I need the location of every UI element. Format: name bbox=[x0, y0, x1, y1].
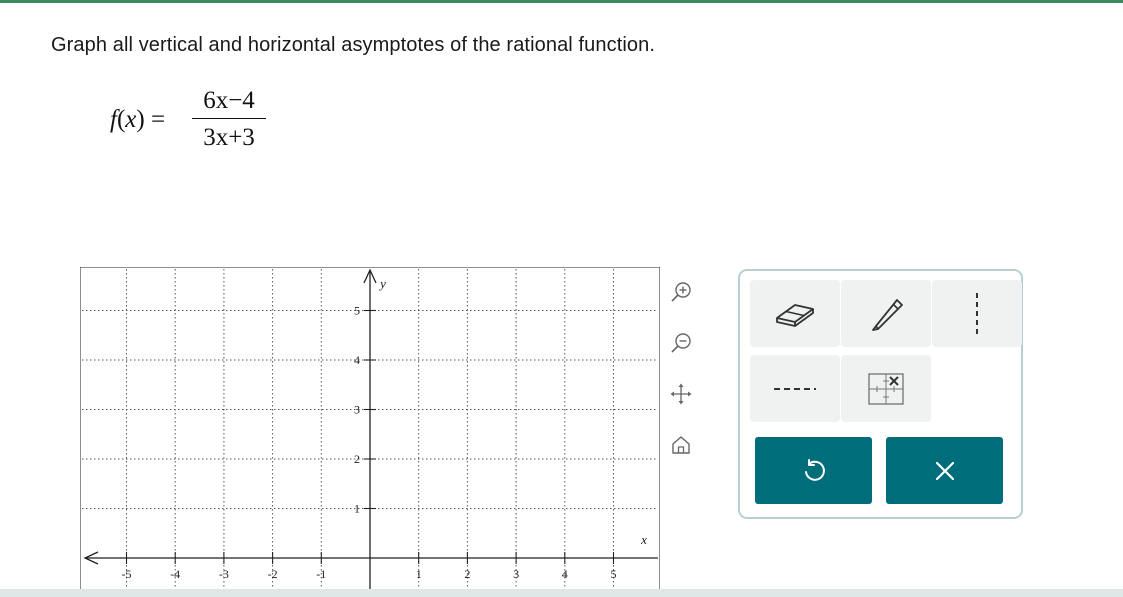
fraction bbox=[192, 84, 266, 155]
equals-sign: = bbox=[150, 106, 166, 133]
graph-area[interactable] bbox=[80, 267, 660, 590]
denominator: 3x+3 bbox=[203, 124, 255, 151]
undo-icon bbox=[802, 458, 826, 484]
y-axis-label: y bbox=[380, 276, 386, 291]
home-icon bbox=[669, 433, 693, 457]
fraction-bar bbox=[192, 118, 266, 119]
question-prompt: Graph all vertical and horizontal asymptotes of the rational function. bbox=[51, 34, 655, 56]
y-tick-label: 1 bbox=[354, 501, 360, 516]
clear-button[interactable] bbox=[886, 437, 1003, 504]
top-accent-bar bbox=[0, 0, 1123, 3]
axes bbox=[85, 270, 658, 590]
delete-point-tool[interactable] bbox=[841, 355, 931, 422]
x-tick-label: 1 bbox=[415, 567, 422, 581]
home-button[interactable] bbox=[664, 428, 698, 462]
grid-delete-icon bbox=[866, 369, 906, 409]
function-variable: x bbox=[125, 106, 137, 133]
eraser-tool[interactable] bbox=[750, 280, 840, 347]
graph-side-toolbar bbox=[664, 275, 698, 465]
x-tick-label: -4 bbox=[170, 567, 181, 581]
x-tick-label: 5 bbox=[610, 567, 617, 581]
x-tick-label: -2 bbox=[267, 567, 278, 581]
close-paren: ) bbox=[136, 106, 145, 133]
y-tick-label: 3 bbox=[354, 402, 360, 417]
y-tick-label: 5 bbox=[354, 303, 360, 318]
move-arrows-icon bbox=[669, 382, 693, 406]
x-tick-label: 2 bbox=[464, 567, 471, 581]
vertical-dashed-line-icon bbox=[972, 292, 982, 336]
horizontal-dashed-line-icon bbox=[773, 384, 817, 394]
pan-button[interactable] bbox=[664, 377, 698, 411]
zoom-in-icon bbox=[669, 280, 693, 304]
function-name: f bbox=[110, 106, 117, 133]
horizontal-asymptote-tool[interactable] bbox=[750, 355, 840, 422]
coordinate-plane[interactable] bbox=[80, 267, 660, 590]
x-tick-label: -5 bbox=[121, 567, 132, 581]
x-axis-label: x bbox=[641, 532, 647, 547]
function-lhs bbox=[110, 106, 165, 134]
x-tick-label: -3 bbox=[218, 567, 229, 581]
graphing-tool-palette bbox=[738, 269, 1023, 519]
x-tick-label: -1 bbox=[316, 567, 327, 581]
close-icon bbox=[934, 460, 956, 482]
zoom-in-button[interactable] bbox=[664, 275, 698, 309]
vertical-asymptote-tool[interactable] bbox=[932, 280, 1022, 347]
undo-button[interactable] bbox=[755, 437, 872, 504]
zoom-out-button[interactable] bbox=[664, 326, 698, 360]
pencil-icon bbox=[866, 296, 906, 332]
tick-labels bbox=[122, 276, 648, 581]
bottom-bar bbox=[0, 589, 1123, 597]
y-tick-label: 4 bbox=[354, 353, 360, 367]
pencil-tool[interactable] bbox=[841, 280, 931, 347]
numerator: 6x−4 bbox=[203, 87, 255, 114]
y-tick-label: 2 bbox=[354, 452, 360, 466]
zoom-out-icon bbox=[669, 331, 693, 355]
open-paren: ( bbox=[116, 106, 126, 133]
x-tick-label: 3 bbox=[513, 567, 520, 581]
eraser-icon bbox=[773, 299, 817, 329]
x-tick-label: 4 bbox=[561, 567, 568, 581]
